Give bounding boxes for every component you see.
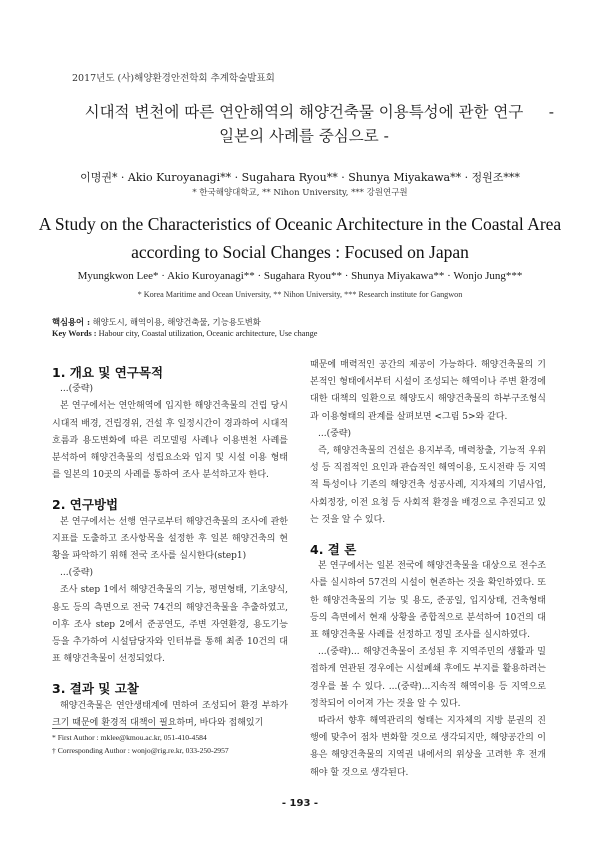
keywords-korean-label: 핵심용어 : [52,317,91,327]
footnote-divider [52,728,172,729]
section-4-paragraph-1: 본 연구에서는 일본 전국에 해양건축물을 대상으로 전수조사를 실시하여 57건의 시설이 현존하는 것을 확인하였다. 또한 해양건축물의 기능 및 용도, 준공일, 입지상태, 건축형태 등의 측면에서 현재 상황을 종합적으로 분석하여 10건의 대표 해양건축물 사례를 선정하고 정밀 조사를 실시하였다. [310,561,546,641]
keywords-english [52,329,317,338]
english-affiliations: * Korea Maritime and Ocean University, ** Nihon University, *** Research institute for Gangwon [137,290,463,299]
english-title-line2: according to Social Changes : Focused on Japan [131,242,469,262]
keywords-english-text: Habour city, Coastal utilization, Oceanic architecture, Use change [98,329,318,338]
section-4-paragraph-3: 따라서 향후 해역관리의 형태는 지자체의 지방 분권의 진행에 맞추어 점차 변화할 것으로 생각되지만, 해양공간의 이용은 해양건축물의 지역권 내에서의 위상을 고려한 후 전개해야 할 것으로 생각된다. [310,716,546,778]
korean-authors: 이명권* · Akio Kuroyanagi** · Sugahara Ryou** · Shunya Miyakawa** · 정원조*** [80,171,520,184]
right-ellipsis: ...(중략) [318,428,351,439]
section-3-paragraph: 해양건축물은 연안생태계에 면하여 조성되어 환경 부하가 크기 때문에 환경적 대책이 필요하며, 바다와 접해있기 [52,700,288,728]
footnote-corresponding-author: † Corresponding Author : wonjo@rig.re.kr, 033-250-2957 [52,746,229,755]
english-title [30,210,570,266]
page-number: - 193 - [281,798,319,809]
korean-title-line2: 일본의 사례를 중심으로 - [219,127,389,145]
section-2-paragraph-1: 본 연구에서는 선행 연구로부터 해양건축물의 조사에 관한 지표를 도출하고 조사항목을 설정한 후 일본 해양건축의 현황을 파악하기 위해 전국 조사를 실시한다(step1) [52,516,288,562]
english-authors: Myungkwon Lee* · Akio Kuroyanagi** · Sugahara Ryou** · Shunya Miyakawa** · Wonjo Jung*** [77,270,523,282]
section-2-paragraph-2: 조사 step 1에서 해양건축물의 기능, 평면형태, 기초양식, 용도 등의 측면으로 전국 74건의 해양건축물을 추출하였고, 이후 조사 step 2에서 준공연도, 주변 자연환경, 용도기능 등을 추가하여 시설담당자와 인터뷰를 통해 최종 10건의 대표 해양건축물이 선정되었다. [52,585,288,665]
right-column [310,357,546,782]
section-1-paragraph: 본 연구에서는 연안해역에 입지한 해양건축물의 건립 당시 시대적 배경, 건립경위, 건설 후 일정시간이 경과하여 시대적 흐름과 용도변화에 따른 리모델링 사례나 이용변천 사례를 분석하여 해양건축물의 성립요소와 입지 및 시설 이용 형태를 일본의 10곳의 사례를 통하여 조사 분석하고자 한다. [52,401,288,481]
right-paragraph-1: 때문에 매력적인 공간의 제공이 가능하다. 해양건축물의 기본적인 형태에서부터 시설이 조성되는 해역이나 주변 환경에 대한 대책의 일환으로 해양도시 해양건축물의 하부구조형식과 이용형태의 관계를 살펴보면 <그림 5>와 같다. [310,360,546,422]
section-2-ellipsis: ...(중략) [60,568,93,579]
section-2-title: 2. 연구방법 [52,497,119,513]
english-title-line1: A Study on the Characteristics of Oceanic Architecture in the Coastal Area [38,214,562,234]
section-3-title: 3. 결과 및 고찰 [52,681,139,697]
korean-title-line1: 시대적 변천에 따른 연안해역의 해양건축물 이용특성에 관한 연구 [84,103,524,121]
korean-affiliations: * 한국해양대학교, ** Nihon University, *** 강원연구원 [192,188,408,198]
footnote-first-author: * First Author : mklee@kmou.ac.kr, 051-410-4584 [52,733,207,742]
section-1-title: 1. 개요 및 연구목적 [52,365,164,380]
korean-title [40,100,568,148]
conference-header: 2017년도 (사)해양환경안전학회 추계학술발표회 [72,73,275,84]
keywords-korean [52,316,261,328]
section-4-title: 4. 결 론 [310,542,357,558]
section-4-paragraph-2: ...(중략)... 해양건축물이 조성된 후 지역주민의 생활과 밀접하게 연관된 경우에는 시설폐쇄 후에도 부지를 활용하려는 경우를 볼 수 있다. ...(중략)...지속적 해역이용 등 지역으로 정착되어 이어져 가는 것을 알 수 있다. [310,647,546,709]
korean-title-dash: - [548,103,554,121]
keywords-korean-text: 해양도시, 해역이용, 해양건축물, 기능용도변화 [92,317,261,327]
keywords-english-label: Key Words : [52,329,97,338]
right-paragraph-2: 즉, 해양건축물의 건설은 용지부족, 매력창출, 기능적 우위성 등 직접적인 요인과 관습적인 해역이용, 도시전략 등 지역적 특성이나 기존의 해양건축 성공사례, 지자체의 기념사업, 사회정장, 이전 요청 등 사회적 환경을 배경으로 추진되고 있는 것을 알 수 있다. [310,446,546,525]
left-column [52,364,288,732]
section-1-ellipsis: ...(중략) [60,384,93,395]
